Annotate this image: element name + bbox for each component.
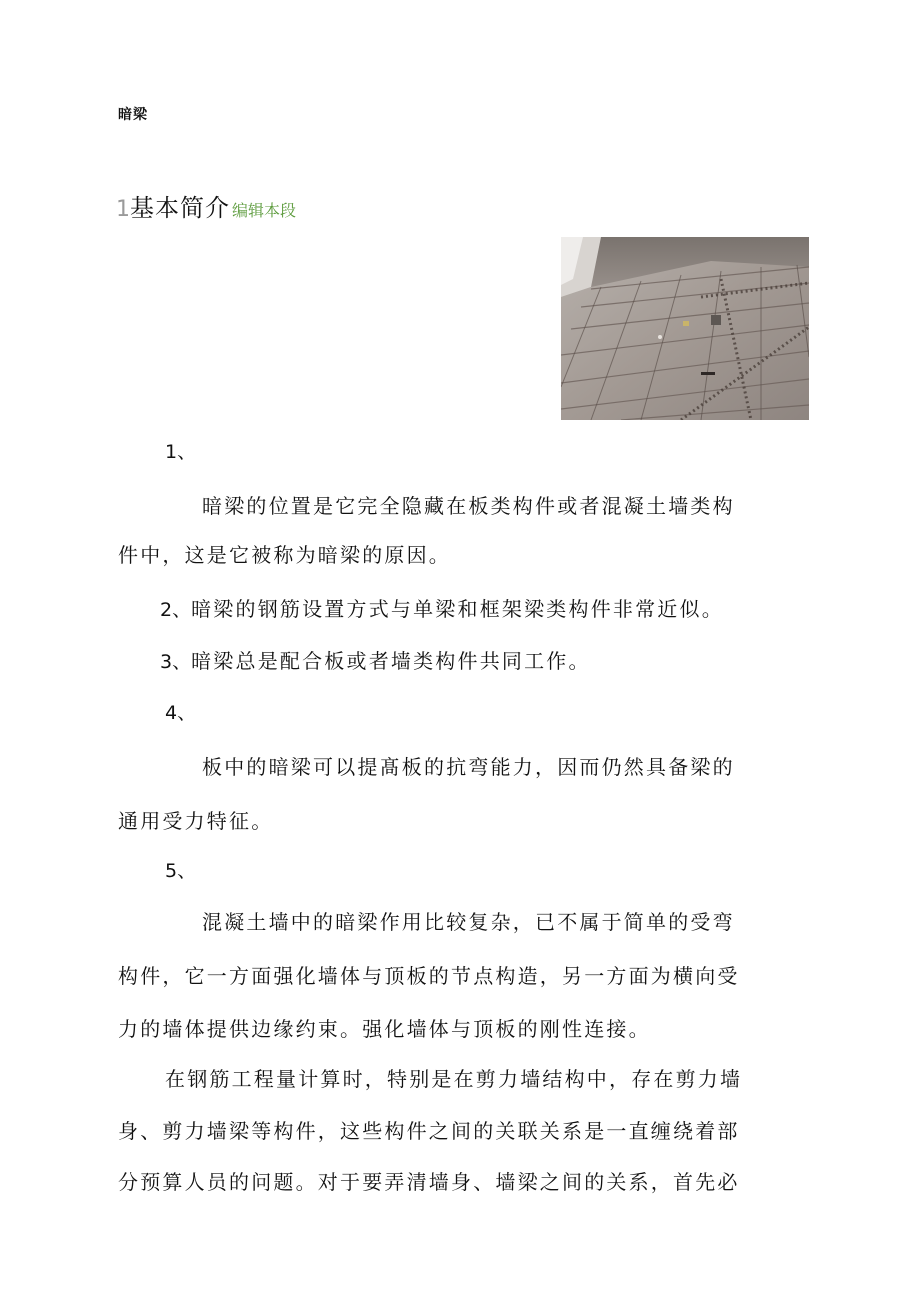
document-title: 暗梁 (118, 107, 148, 123)
list-item-text: 板中的暗梁可以提髙板的抗弯能力，因而仍然具备梁的 (202, 755, 735, 779)
list-item-text: 力的墙体提供边缘约束。强化墙体与顶板的刚性连接。 (118, 1017, 651, 1041)
list-item-text: 件中，这是它被称为暗梁的原因。 (118, 543, 451, 567)
list-item-text: 混凝土墙中的暗梁作用比较复杂，已不属于简单的受弯 (202, 910, 735, 934)
list-item (160, 651, 591, 672)
list-item-text: 暗梁总是配合板或者墙类构件共同工作。 (191, 649, 591, 673)
list-item-number: 2、 (160, 599, 192, 621)
closing-paragraph-line: 身、剪力墙梁等构件，这些构件之间的关联关系是一直缠绕着部 (118, 1119, 740, 1143)
section-title: 基本简介 (130, 194, 230, 222)
list-item (160, 599, 724, 620)
list-item-text: 暗梁的位置是它完全隐藏在板类构件或者混凝土墙类构 (202, 494, 735, 518)
list-item-number: 5、 (165, 860, 197, 882)
list-item-number: 3、 (160, 651, 192, 673)
construction-rebar-photo (561, 237, 809, 420)
list-item-text: 构件，它一方面强化墙体与顶板的节点构造，另一方面为横向受 (118, 964, 740, 988)
list-item-number: 1、 (165, 441, 197, 463)
edit-section-link[interactable]: 编辑本段 (232, 201, 297, 220)
closing-paragraph-line: 在钢筋工程量计算时，特别是在剪力墙结构中，存在剪力墙 (165, 1067, 743, 1091)
section-heading (116, 188, 296, 223)
list-item-text: 暗梁的钢筋设置方式与单梁和框架梁类构件非常近似。 (191, 597, 724, 621)
list-item-number: 4、 (165, 702, 197, 724)
section-number: 1 (116, 197, 130, 222)
list-item-text: 通用受力特征。 (118, 809, 274, 833)
closing-paragraph-line: 分预算人员的问题。对于要弄清墙身、墙梁之间的关系，首先必 (118, 1170, 740, 1194)
